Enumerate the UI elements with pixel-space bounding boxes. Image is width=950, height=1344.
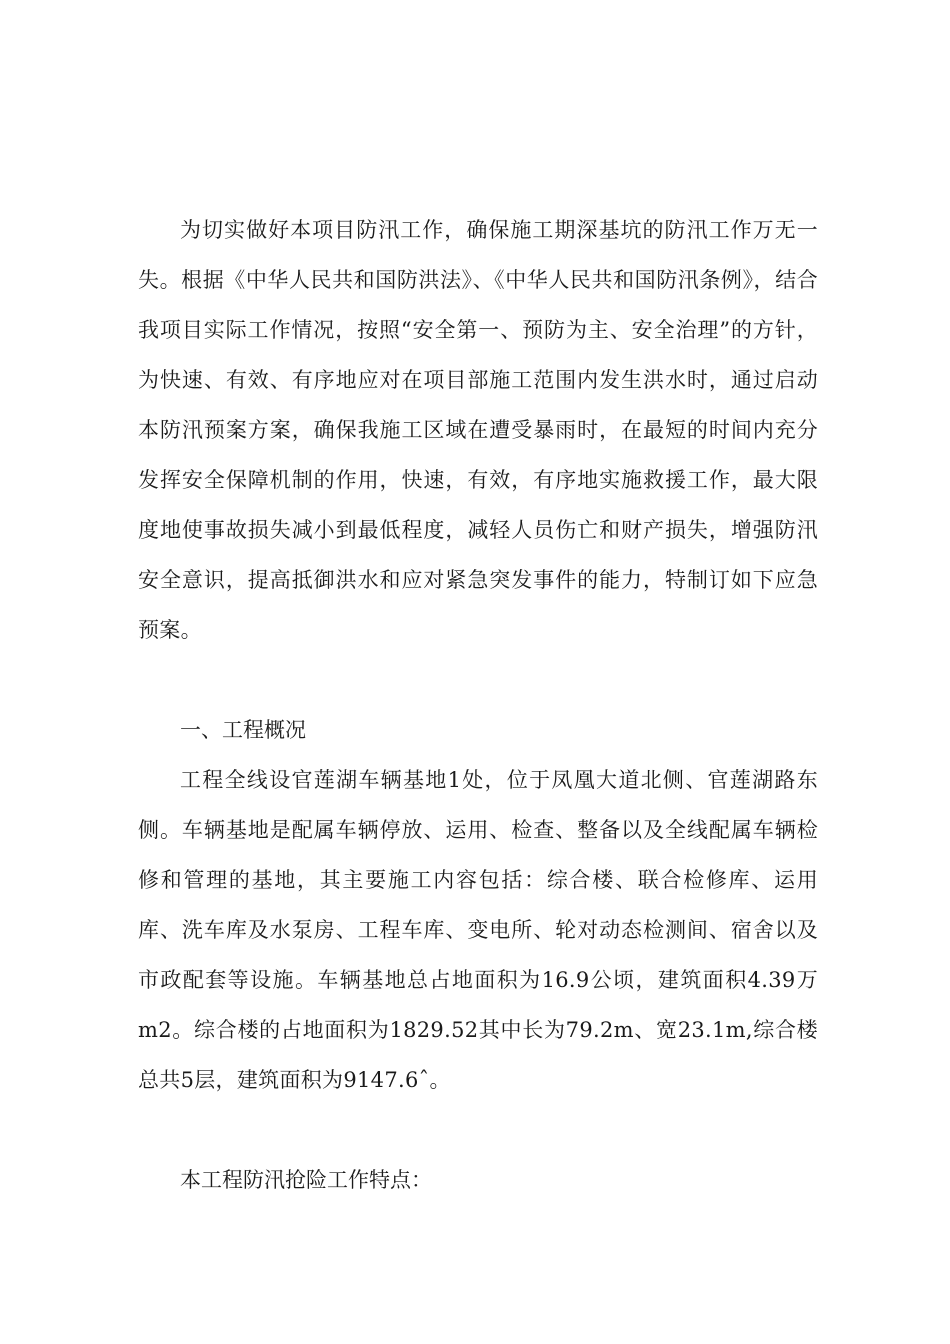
flood-features-heading: 本工程防汛抢险工作特点：	[180, 1168, 432, 1192]
intro-paragraph: 为切实做好本项目防汛工作，确保施工期深基坑的防汛工作万无一失。根据《中华人民共和国防洪法》、《中华人民共和国防汛条例》，结合我项目实际工作情况，按照“安全第一、预防为主、安全治理”的方针，为快速、有效、有序地应对在项目部施工范围内发生洪水时，通过启动本防汛预案方案，确保我施工区域在遭受暴雨时，在最短的时间内充分发挥安全保障机制的作用，快速，有效，有序地实施救援工作，最大限度地使事故损失减小到最低程度，减轻人员伤亡和财产损失，增强防汛安全意识，提高抵御洪水和应对紧急突发事件的能力，特制订如下应急预案。	[138, 218, 818, 642]
paragraph-spacer	[138, 1105, 818, 1155]
section-heading-project-overview: 一、工程概况	[180, 718, 306, 742]
document-body	[138, 205, 818, 1205]
paragraph-spacer	[138, 655, 818, 705]
project-overview-paragraph: 工程全线设官莲湖车辆基地1处，位于凤凰大道北侧、官莲湖路东侧。车辆基地是配属车辆停放、运用、检查、整备以及全线配属车辆检修和管理的基地，其主要施工内容包括：综合楼、联合检修库、运用库、洗车库及水泵房、工程车库、变电所、轮对动态检测间、宿舍以及市政配套等设施。车辆基地总占地面积为16.9公顷，建筑面积4.39万m2。综合楼的占地面积为1829.52其中长为79.2m、宽23.1m,综合楼总共5层，建筑面积为9147.6ˆ。	[138, 768, 818, 1092]
